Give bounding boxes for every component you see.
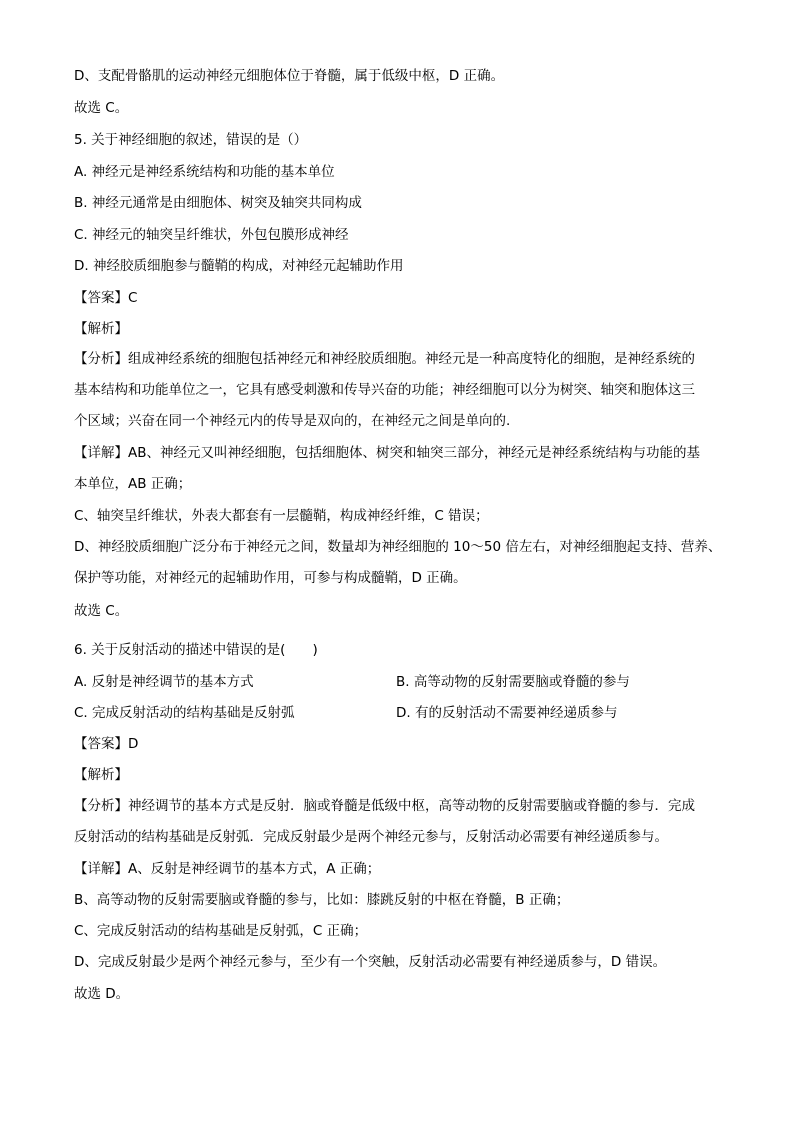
q6-choose: 故选 D。: [74, 986, 130, 1002]
q6-xiangjie-line-4: D、完成反射最少是两个神经元参与，至少有一个突触，反射活动必需要有神经递质参与，D 错误。: [74, 954, 667, 970]
q5-analysis-label: 【解析】: [74, 321, 128, 337]
q5-stem: 5. 关于神经细胞的叙述，错误的是（）: [74, 132, 308, 148]
q5-option-c: C. 神经元的轴突呈纤维状，外包包膜形成神经: [74, 227, 349, 243]
q5-xiangjie-line-2: 本单位，AB 正确；: [74, 476, 192, 492]
q5-option-b: B. 神经元通常是由细胞体、树突及轴突共同构成: [74, 195, 362, 211]
q5-answer: 【答案】C: [74, 290, 138, 306]
q5-option-d: D. 神经胶质细胞参与髓鞘的构成，对神经元起辅助作用: [74, 258, 404, 274]
q5-xiangjie-line-3: C、轴突呈纤维状，外表大都套有一层髓鞘，构成神经纤维，C 错误；: [74, 508, 489, 524]
q5-xiangjie-line-4: D、神经胶质细胞广泛分布于神经元之间，数量却为神经细胞的 10～50 倍左右，对神经细胞起支持、营养、: [74, 539, 722, 555]
q5-xiangjie-line-1: 【详解】AB、神经元又叫神经细胞，包括细胞体、树突和轴突三部分，神经元是神经系统结构与功能的基: [74, 445, 700, 461]
q5-option-a: A. 神经元是神经系统结构和功能的基本单位: [74, 164, 335, 180]
q6-xiangjie-line-3: C、完成反射活动的结构基础是反射弧，C 正确；: [74, 923, 368, 939]
q4-choose: 故选 C。: [74, 100, 129, 116]
q5-fenxi-line-1: 【分析】组成神经系统的细胞包括神经元和神经胶质细胞。神经元是一种高度特化的细胞，是神经系统的: [74, 351, 695, 367]
q6-option-d: D. 有的反射活动不需要神经递质参与: [396, 705, 618, 721]
q5-fenxi-line-2: 基本结构和功能单位之一，它具有感受刺激和传导兴奋的功能；神经细胞可以分为树突、轴突和胞体这三: [74, 382, 695, 398]
q6-option-b: B. 高等动物的反射需要脑或脊髓的参与: [396, 674, 630, 690]
q5-xiangjie-line-5: 保护等功能，对神经元的起辅助作用，可参与构成髓鞘，D 正确。: [74, 570, 467, 586]
q5-choose: 故选 C。: [74, 603, 129, 619]
q6-fenxi-line-2: 反射活动的结构基础是反射弧．完成反射最少是两个神经元参与，反射活动必需要有神经递质参与。: [74, 829, 668, 845]
q6-option-c: C. 完成反射活动的结构基础是反射弧: [74, 705, 295, 721]
q6-fenxi-line-1: 【分析】神经调节的基本方式是反射．脑或脊髓是低级中枢，高等动物的反射需要脑或脊髓的参与．完成: [74, 798, 695, 814]
q6-xiangjie-line-1: 【详解】A、反射是神经调节的基本方式，A 正确；: [74, 861, 381, 877]
q6-answer: 【答案】D: [74, 736, 139, 752]
q6-stem: 6. 关于反射活动的描述中错误的是( ): [74, 642, 318, 658]
q4-option-d-explanation: D、支配骨骼肌的运动神经元细胞体位于脊髓，属于低级中枢，D 正确。: [74, 68, 505, 84]
q5-fenxi-line-3: 个区域；兴奋在同一个神经元内的传导是双向的，在神经元之间是单向的.: [74, 413, 511, 429]
q6-analysis-label: 【解析】: [74, 767, 128, 783]
q6-xiangjie-line-2: B、高等动物的反射需要脑或脊髓的参与，比如：膝跳反射的中枢在脊髓，B 正确；: [74, 892, 570, 908]
q6-option-a: A. 反射是神经调节的基本方式: [74, 674, 254, 690]
